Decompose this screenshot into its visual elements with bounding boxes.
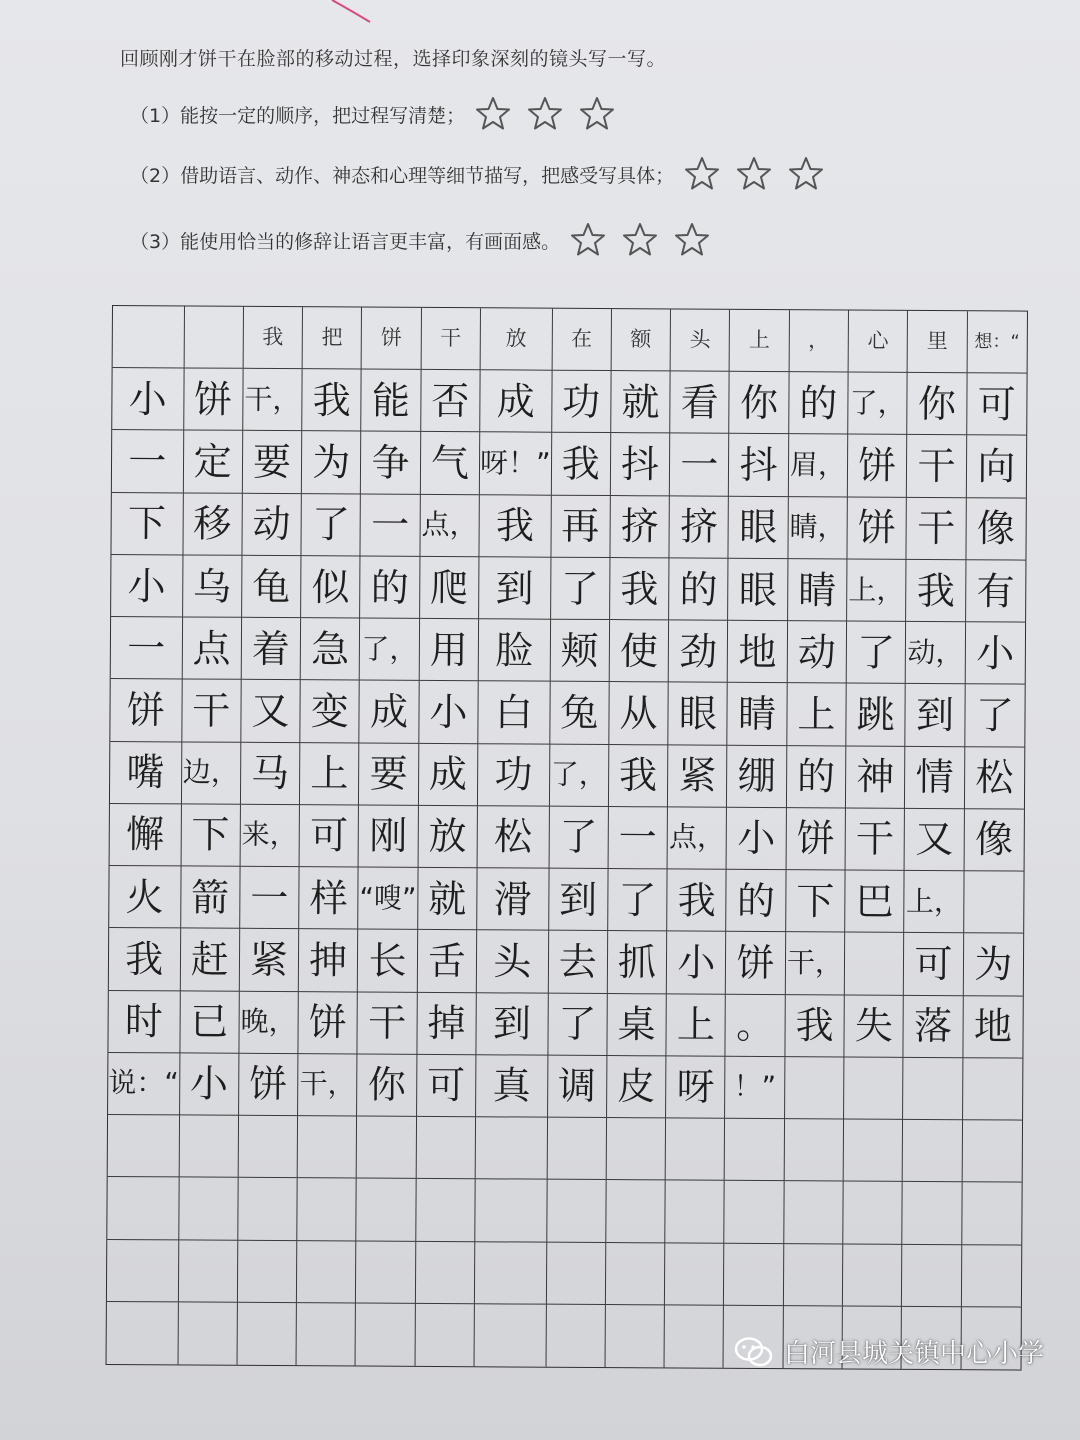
grid-cell: 掉 <box>417 992 477 1055</box>
grid-cell <box>724 1243 784 1306</box>
grid-cell <box>546 1242 606 1305</box>
grid-cell <box>547 1118 607 1181</box>
grid-cell: 把 <box>303 307 363 370</box>
grid-cell: 到 <box>479 557 551 620</box>
grid-cell: 我 <box>906 560 966 623</box>
grid-cell <box>844 1057 904 1120</box>
grid-cell: 似 <box>301 556 361 619</box>
grid-cell: 干 <box>907 498 967 561</box>
grid-cell: 地 <box>728 621 788 684</box>
grid-cell <box>297 1241 357 1304</box>
grid-cell: 上， <box>905 871 965 934</box>
grid-cell: 向 <box>967 436 1027 499</box>
grid-cell <box>476 1117 548 1180</box>
grid-cell: 时 <box>108 991 180 1054</box>
grid-cell: 要 <box>359 743 419 806</box>
grid-cell: 我 <box>609 745 669 808</box>
grid-cell <box>903 1058 963 1121</box>
grid-cell: 的 <box>789 372 849 435</box>
grid-cell <box>178 1302 238 1365</box>
grid-cell: 干， <box>786 932 846 995</box>
grid-cell: 下 <box>786 870 846 933</box>
grid-cell <box>107 1240 179 1303</box>
grid-cell: 上 <box>667 994 727 1057</box>
grid-cell: 说：“ <box>108 1053 180 1116</box>
grid-cell: 我 <box>479 495 551 558</box>
grid-cell: 的 <box>361 556 421 619</box>
grid-cell: 下 <box>111 493 183 556</box>
grid-cell: 放 <box>481 308 553 371</box>
grid-cell: 的 <box>669 558 729 621</box>
grid-cell: 了 <box>302 494 362 557</box>
grid-cell: 长 <box>358 930 418 993</box>
grid-cell <box>415 1304 475 1367</box>
grid-cell <box>962 1245 1022 1308</box>
grid-cell: 看 <box>670 372 730 435</box>
grid-cell: 饼 <box>726 932 786 995</box>
grid-cell: 动 <box>787 621 847 684</box>
grid-cell: 松 <box>965 747 1025 810</box>
grid-cell: 了 <box>847 622 907 685</box>
grid-cell: ， <box>789 310 849 373</box>
grid-cell: 的 <box>787 746 847 809</box>
grid-cell: 小 <box>111 555 183 618</box>
grid-cell <box>665 1305 725 1368</box>
grid-cell: 小 <box>727 808 787 871</box>
grid-cell: 了 <box>548 993 608 1056</box>
grid-cell: 我 <box>610 558 670 621</box>
grid-cell: 神 <box>846 746 906 809</box>
grid-cell: 饼 <box>299 992 359 1055</box>
grid-cell: 刚 <box>359 805 419 868</box>
grid-cell <box>903 1182 963 1245</box>
grid-cell: 从 <box>609 682 669 745</box>
grid-cell <box>902 1244 962 1307</box>
grid-cell: 眼 <box>668 683 728 746</box>
grid-cell: 就 <box>611 371 671 434</box>
grid-cell <box>547 1180 607 1243</box>
grid-cell <box>356 1303 416 1366</box>
grid-cell: 成 <box>360 681 420 744</box>
grid-cell <box>785 1057 845 1120</box>
grid-cell <box>962 1182 1022 1245</box>
grid-cell <box>845 933 905 996</box>
grid-cell: 抻 <box>299 929 359 992</box>
grid-cell: 眼 <box>729 559 789 622</box>
grid-cell: 一 <box>240 867 300 930</box>
grid-cell: 抓 <box>608 931 668 994</box>
grid-cell <box>963 1058 1023 1121</box>
grid-cell: 额 <box>611 309 671 372</box>
grid-cell: 放 <box>418 806 478 869</box>
grid-cell: 滑 <box>477 868 549 931</box>
grid-cell: 急 <box>301 618 361 681</box>
grid-cell: 抖 <box>729 434 789 497</box>
grid-cell: 能 <box>362 370 422 433</box>
grid-cell: 可 <box>904 933 964 996</box>
grid-cell <box>179 1178 239 1241</box>
grid-cell <box>844 1120 904 1183</box>
grid-cell: 饼 <box>848 497 908 560</box>
grid-cell: 用 <box>419 619 479 682</box>
grid-cell: 饼 <box>239 1054 299 1117</box>
grid-cell: 睛， <box>788 497 848 560</box>
grid-cell: 上 <box>300 743 360 806</box>
grid-cell: 桌 <box>607 994 667 1057</box>
grid-cell: 饼 <box>184 369 244 432</box>
grid-cell: 呀！” <box>480 433 552 496</box>
grid-cell: 乌 <box>183 555 243 618</box>
grid-cell: 边， <box>181 742 241 805</box>
grid-cell: 使 <box>610 620 670 683</box>
grid-cell <box>356 1241 416 1304</box>
pink-pen-mark <box>330 0 390 28</box>
grid-cell: 干 <box>907 435 967 498</box>
grid-cell: 你 <box>908 373 968 436</box>
grid-cell <box>237 1303 297 1366</box>
grid-cell <box>784 1244 844 1307</box>
criterion-3-stars <box>570 222 710 258</box>
grid-cell: 眉， <box>789 435 849 498</box>
grid-cell: 着 <box>242 618 302 681</box>
grid-cell <box>357 1179 417 1242</box>
grid-cell: 功 <box>478 744 550 807</box>
grid-cell: 动 <box>242 494 302 557</box>
wechat-icon <box>734 1336 774 1368</box>
grid-cell <box>784 1181 844 1244</box>
grid-cell <box>416 1179 476 1242</box>
grid-cell: 头 <box>477 931 549 994</box>
grid-cell: 一 <box>670 434 730 497</box>
grid-cell: 颊 <box>550 620 610 683</box>
grid-cell: 了 <box>551 558 611 621</box>
grid-cell: 一 <box>361 494 421 557</box>
grid-cell: 赶 <box>180 929 240 992</box>
grid-cell: 可 <box>417 1055 477 1118</box>
grid-cell: 落 <box>904 995 964 1058</box>
grid-cell: 我 <box>551 433 611 496</box>
grid-cell: 成 <box>480 370 552 433</box>
grid-cell <box>964 871 1024 934</box>
criterion-2 <box>130 156 824 192</box>
grid-cell: 干 <box>846 808 906 871</box>
grid-cell <box>238 1178 298 1241</box>
grid-cell: 脸 <box>479 619 551 682</box>
grid-cell: 小 <box>112 368 184 431</box>
grid-cell <box>107 1177 179 1240</box>
grid-cell: 变 <box>300 681 360 744</box>
watermark <box>734 1333 1044 1370</box>
grid-cell: 下 <box>181 804 241 867</box>
star-icon <box>736 156 772 192</box>
grid-cell: 要 <box>243 431 303 494</box>
grid-cell <box>665 1181 725 1244</box>
grid-cell <box>178 1240 238 1303</box>
grid-cell: 情 <box>905 746 965 809</box>
grid-cell: 样 <box>299 867 359 930</box>
grid-cell: 气 <box>421 432 481 495</box>
grid-cell: 睛 <box>728 683 788 746</box>
grid-cell <box>357 1117 417 1180</box>
grid-cell: 来， <box>240 805 300 868</box>
grid-cell: 挤 <box>610 496 670 559</box>
grid-cell: 舌 <box>418 930 478 993</box>
grid-cell: 你 <box>357 1054 417 1117</box>
grid-cell: 干 <box>421 308 481 371</box>
grid-cell <box>184 306 244 369</box>
star-icon <box>579 96 615 132</box>
grid-cell: 点， <box>668 807 728 870</box>
grid-cell: 小 <box>667 932 727 995</box>
watermark-text: 白河县城关镇中心小学 <box>783 1339 1044 1369</box>
grid-cell: 干， <box>298 1054 358 1117</box>
grid-cell <box>784 1119 844 1182</box>
grid-cell: 再 <box>551 495 611 558</box>
grid-cell: 挤 <box>670 496 730 559</box>
grid-cell: 已 <box>180 991 240 1054</box>
grid-cell: ！” <box>726 1057 786 1120</box>
grid-cell <box>962 1120 1022 1183</box>
grid-cell: 地 <box>963 996 1023 1059</box>
grid-cell <box>179 1115 239 1178</box>
grid-cell: 为 <box>302 432 362 495</box>
grid-cell: 像 <box>966 498 1026 561</box>
grid-cell: 晚， <box>239 991 299 1054</box>
grid-cell: 小 <box>965 622 1025 685</box>
grid-cell: 调 <box>548 1055 608 1118</box>
grid-cell: 一 <box>608 807 668 870</box>
grid-cell: 可 <box>967 373 1027 436</box>
criterion-1-text: （1）能按一定的顺序，把过程写清楚； <box>130 104 466 127</box>
grid-cell: 了 <box>965 685 1025 748</box>
grid-cell: 绷 <box>727 745 787 808</box>
grid-cell <box>107 1302 179 1365</box>
grid-cell: 了 <box>549 807 609 870</box>
grid-cell: 移 <box>183 493 243 556</box>
grid-cell: 饼 <box>110 679 182 742</box>
grid-cell: 眼 <box>729 496 789 559</box>
grid-cell: 又 <box>241 680 301 743</box>
grid-cell: 呀 <box>666 1056 726 1119</box>
grid-cell: 嘴 <box>110 742 182 805</box>
star-icon <box>622 222 658 258</box>
grid-cell: 上 <box>730 310 790 373</box>
grid-cell: 小 <box>180 1053 240 1116</box>
grid-cell: 饼 <box>786 808 846 871</box>
grid-cell: 干 <box>182 680 242 743</box>
grid-cell: 里 <box>908 311 968 374</box>
grid-cell <box>725 1119 785 1182</box>
grid-cell: 了， <box>549 744 609 807</box>
grid-cell: 饼 <box>362 308 422 371</box>
grid-cell <box>546 1304 606 1367</box>
criterion-3 <box>130 222 710 258</box>
star-icon <box>684 156 720 192</box>
grid-cell: 皮 <box>607 1056 667 1119</box>
criterion-2-stars <box>684 156 824 192</box>
grid-cell: 争 <box>361 432 421 495</box>
grid-cell: 失 <box>844 995 904 1058</box>
grid-cell: 去 <box>548 931 608 994</box>
grid-cell <box>108 1115 180 1178</box>
grid-cell: 就 <box>418 868 478 931</box>
grid-cell <box>606 1243 666 1306</box>
grid-cell: 我 <box>243 307 303 370</box>
grid-cell: 兔 <box>550 682 610 745</box>
grid-cell: 到 <box>549 869 609 932</box>
grid-cell: 了， <box>360 619 420 682</box>
grid-cell: “嗖” <box>359 868 419 931</box>
grid-cell: 小 <box>419 681 479 744</box>
grid-cell: 紧 <box>668 745 728 808</box>
grid-cell: 否 <box>421 370 481 433</box>
writing-prompt: 回顾刚才饼干在脸部的移动过程，选择印象深刻的镜头写一写。 <box>120 48 667 70</box>
grid-cell: 真 <box>476 1055 548 1118</box>
grid-cell <box>725 1181 785 1244</box>
grid-cell: 跳 <box>846 684 906 747</box>
grid-cell: 白 <box>478 682 550 745</box>
grid-cell: 一 <box>111 617 183 680</box>
grid-cell: 像 <box>964 809 1024 872</box>
grid-cell: 点 <box>182 618 242 681</box>
grid-cell: 功 <box>552 371 612 434</box>
grid-cell: 。 <box>726 994 786 1057</box>
grid-cell: 点， <box>420 495 480 558</box>
grid-cell <box>475 1180 547 1243</box>
grid-cell: 一 <box>112 430 184 493</box>
grid-cell: 动， <box>906 622 966 685</box>
grid-cell: 有 <box>966 560 1026 623</box>
grid-cell <box>606 1180 666 1243</box>
grid-cell: 火 <box>109 866 181 929</box>
grid-cell: 松 <box>478 806 550 869</box>
grid-cell <box>843 1182 903 1245</box>
writing-grid <box>106 305 1028 1371</box>
grid-cell <box>605 1305 665 1368</box>
star-icon <box>788 156 824 192</box>
grid-cell <box>238 1240 298 1303</box>
grid-cell: 了， <box>848 373 908 436</box>
grid-cell: 我 <box>109 928 181 991</box>
grid-cell: 心 <box>849 311 909 374</box>
grid-cell: 巴 <box>845 871 905 934</box>
star-icon <box>570 222 606 258</box>
grid-cell: 的 <box>727 870 787 933</box>
grid-cell: 干， <box>243 369 303 432</box>
grid-cell: 你 <box>730 372 790 435</box>
grid-cell: 想：“ <box>967 311 1027 374</box>
grid-cell: 懈 <box>110 804 182 867</box>
grid-cell: 成 <box>419 744 479 807</box>
grid-cell: 上 <box>787 684 847 747</box>
grid-cell <box>297 1303 357 1366</box>
grid-cell: 马 <box>241 742 301 805</box>
grid-cell <box>416 1117 476 1180</box>
criterion-1 <box>130 96 615 132</box>
grid-cell <box>238 1116 298 1179</box>
grid-cell: 我 <box>785 995 845 1058</box>
grid-cell <box>903 1120 963 1183</box>
grid-cell: 我 <box>302 369 362 432</box>
grid-cell <box>113 306 185 369</box>
grid-cell <box>607 1118 667 1181</box>
grid-cell: 头 <box>671 309 731 372</box>
grid-cell <box>843 1244 903 1307</box>
grid-cell <box>475 1304 547 1367</box>
star-icon <box>674 222 710 258</box>
grid-cell: 上， <box>847 559 907 622</box>
grid-cell: 劲 <box>669 621 729 684</box>
grid-cell <box>666 1118 726 1181</box>
grid-cell: 睛 <box>788 559 848 622</box>
grid-cell: 抖 <box>611 434 671 497</box>
criterion-1-stars <box>475 96 615 132</box>
grid-cell <box>297 1178 357 1241</box>
grid-cell: 到 <box>906 684 966 747</box>
grid-cell: 又 <box>905 809 965 872</box>
grid-cell: 箭 <box>181 867 241 930</box>
grid-cell: 紧 <box>240 929 300 992</box>
grid-cell: 可 <box>300 805 360 868</box>
criterion-2-text: （2）借助语言、动作、神态和心理等细节描写，把感受写具体； <box>130 164 675 187</box>
grid-cell: 龟 <box>242 556 302 619</box>
grid-cell <box>665 1243 725 1306</box>
grid-cell: 在 <box>552 309 612 372</box>
star-icon <box>527 96 563 132</box>
grid-cell: 了 <box>608 869 668 932</box>
grid-cell <box>475 1242 547 1305</box>
criterion-3-text: （3）能使用恰当的修辞让语言更丰富，有画面感。 <box>130 230 561 253</box>
grid-cell: 爬 <box>420 557 480 620</box>
grid-cell <box>298 1116 358 1179</box>
grid-cell: 饼 <box>848 435 908 498</box>
star-icon <box>475 96 511 132</box>
grid-cell: 为 <box>963 934 1023 997</box>
grid-cell: 我 <box>667 870 727 933</box>
grid-cell <box>416 1241 476 1304</box>
grid-cell: 干 <box>358 992 418 1055</box>
grid-cell: 定 <box>183 431 243 494</box>
grid-cell: 到 <box>476 993 548 1056</box>
